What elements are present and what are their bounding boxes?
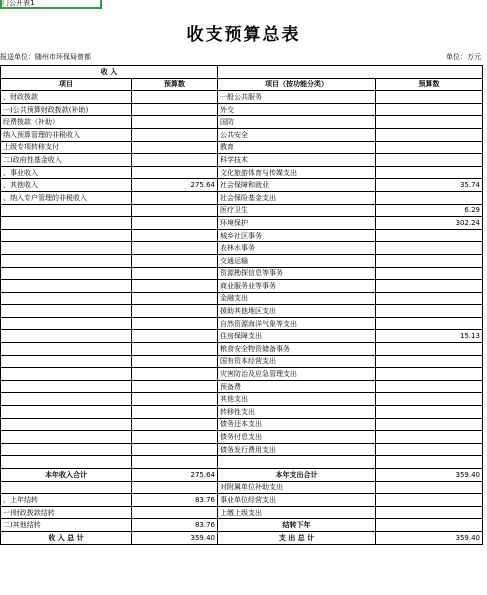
table-row bbox=[1, 166, 483, 179]
item-cell[interactable] bbox=[1, 229, 132, 242]
function-item-cell[interactable]: 金融支出 bbox=[218, 292, 376, 305]
table-row bbox=[1, 368, 483, 381]
amount-cell[interactable] bbox=[132, 368, 218, 381]
col-header-function-amount: 预算数 bbox=[376, 78, 483, 91]
function-item-cell[interactable]: 预备费 bbox=[218, 380, 376, 393]
col-header-amount: 预算数 bbox=[132, 78, 218, 91]
amount-cell[interactable] bbox=[132, 229, 218, 242]
function-item-cell[interactable]: 支 出 总 计 bbox=[218, 531, 376, 544]
item-cell[interactable]: 本年收入合计 bbox=[1, 469, 132, 482]
function-amount-cell[interactable] bbox=[376, 456, 483, 469]
item-cell[interactable] bbox=[1, 443, 132, 456]
amount-cell[interactable] bbox=[132, 267, 218, 280]
item-cell[interactable] bbox=[1, 418, 132, 431]
amount-cell[interactable] bbox=[132, 380, 218, 393]
table-row bbox=[1, 519, 483, 532]
item-cell[interactable] bbox=[1, 292, 132, 305]
function-item-cell[interactable]: 粮食安全物资储备事务 bbox=[218, 343, 376, 356]
amount-cell[interactable] bbox=[132, 91, 218, 104]
table-row bbox=[1, 531, 483, 544]
function-amount-cell[interactable] bbox=[376, 355, 483, 368]
item-cell[interactable] bbox=[1, 343, 132, 356]
amount-cell[interactable] bbox=[132, 418, 218, 431]
amount-cell[interactable] bbox=[132, 481, 218, 494]
item-cell[interactable]: 、上年结转 bbox=[1, 494, 132, 507]
item-cell[interactable]: 、其他收入 bbox=[1, 179, 132, 192]
function-item-cell[interactable]: 转移性支出 bbox=[218, 406, 376, 419]
function-amount-cell[interactable] bbox=[376, 406, 483, 419]
function-amount-cell[interactable] bbox=[376, 481, 483, 494]
item-cell[interactable] bbox=[1, 254, 132, 267]
table-row bbox=[1, 128, 483, 141]
table-row bbox=[1, 431, 483, 444]
table-row bbox=[1, 280, 483, 293]
item-cell[interactable] bbox=[1, 368, 132, 381]
table-row bbox=[1, 406, 483, 419]
function-item-cell[interactable]: 自然资源海洋气象等支出 bbox=[218, 317, 376, 330]
function-item-cell[interactable]: 债务付息支出 bbox=[218, 431, 376, 444]
function-amount-cell[interactable] bbox=[376, 431, 483, 444]
function-item-cell[interactable]: 住房保障支出 bbox=[218, 330, 376, 343]
function-amount-cell[interactable] bbox=[376, 128, 483, 141]
amount-cell[interactable] bbox=[132, 305, 218, 318]
function-item-cell[interactable]: 对附属单位补助支出 bbox=[218, 481, 376, 494]
function-item-cell[interactable]: 环境保护 bbox=[218, 217, 376, 230]
amount-cell[interactable] bbox=[132, 406, 218, 419]
function-amount-cell[interactable] bbox=[376, 380, 483, 393]
amount-cell[interactable]: 275.64 bbox=[132, 469, 218, 482]
table-row bbox=[1, 141, 483, 154]
function-amount-cell[interactable]: 35.74 bbox=[376, 179, 483, 192]
table-row bbox=[1, 494, 483, 507]
function-item-cell[interactable]: 国有资本经营支出 bbox=[218, 355, 376, 368]
function-item-cell[interactable]: 交通运输 bbox=[218, 254, 376, 267]
table-row bbox=[1, 317, 483, 330]
table-row bbox=[1, 103, 483, 116]
reporting-unit: 报送单位：随州市环保局曾都 bbox=[0, 53, 91, 61]
item-cell[interactable]: 经费拨款（补助） bbox=[1, 116, 132, 129]
function-amount-cell[interactable] bbox=[376, 254, 483, 267]
amount-cell[interactable] bbox=[132, 103, 218, 116]
amount-cell[interactable] bbox=[132, 443, 218, 456]
budget-table bbox=[0, 65, 483, 545]
table-row bbox=[1, 179, 483, 192]
item-cell[interactable] bbox=[1, 317, 132, 330]
function-amount-cell[interactable] bbox=[376, 166, 483, 179]
table-row bbox=[1, 242, 483, 255]
function-item-cell[interactable]: 文化旅游体育与传媒支出 bbox=[218, 166, 376, 179]
amount-cell[interactable]: 359.40 bbox=[132, 531, 218, 544]
function-amount-cell[interactable] bbox=[376, 519, 483, 532]
sheet-tab[interactable] bbox=[0, 0, 102, 9]
amount-cell[interactable] bbox=[132, 154, 218, 167]
table-row bbox=[1, 154, 483, 167]
table-row bbox=[1, 267, 483, 280]
function-item-cell[interactable]: 医疗卫生 bbox=[218, 204, 376, 217]
function-item-cell[interactable]: 国防 bbox=[218, 116, 376, 129]
function-item-cell[interactable]: 上缴上级支出 bbox=[218, 506, 376, 519]
function-amount-cell[interactable] bbox=[376, 267, 483, 280]
page-title: 收支预算总表 bbox=[186, 25, 301, 45]
table-row bbox=[1, 443, 483, 456]
amount-cell[interactable] bbox=[132, 280, 218, 293]
table-row bbox=[1, 355, 483, 368]
amount-cell[interactable] bbox=[132, 431, 218, 444]
item-cell[interactable] bbox=[1, 242, 132, 255]
function-item-cell[interactable]: 本年支出合计 bbox=[218, 469, 376, 482]
amount-cell[interactable] bbox=[132, 254, 218, 267]
amount-cell[interactable] bbox=[132, 204, 218, 217]
item-cell[interactable] bbox=[1, 204, 132, 217]
function-item-cell[interactable]: 农林水事务 bbox=[218, 242, 376, 255]
function-amount-cell[interactable] bbox=[376, 343, 483, 356]
function-item-cell[interactable]: 其他支出 bbox=[218, 393, 376, 406]
table-row bbox=[1, 330, 483, 343]
item-cell[interactable] bbox=[1, 280, 132, 293]
function-amount-cell[interactable] bbox=[376, 141, 483, 154]
expense-group-header bbox=[218, 66, 483, 79]
function-amount-cell[interactable] bbox=[376, 368, 483, 381]
function-item-cell[interactable]: 商业服务业等事务 bbox=[218, 280, 376, 293]
item-cell[interactable] bbox=[1, 267, 132, 280]
table-row bbox=[1, 469, 483, 482]
item-cell[interactable]: 、事业收入 bbox=[1, 166, 132, 179]
function-item-cell[interactable]: 城乡社区事务 bbox=[218, 229, 376, 242]
function-amount-cell[interactable] bbox=[376, 305, 483, 318]
function-item-cell[interactable]: 结转下年 bbox=[218, 519, 376, 532]
sheet-tab-label: 门公开表1 bbox=[2, 0, 35, 7]
function-item-cell[interactable]: 社会保险基金支出 bbox=[218, 191, 376, 204]
amount-cell[interactable]: 83.76 bbox=[132, 519, 218, 532]
function-amount-cell[interactable] bbox=[376, 494, 483, 507]
function-amount-cell[interactable]: 302.24 bbox=[376, 217, 483, 230]
item-cell[interactable]: 纳入预算管理的非税收入 bbox=[1, 128, 132, 141]
table-row bbox=[1, 116, 483, 129]
function-amount-cell[interactable] bbox=[376, 280, 483, 293]
function-item-cell[interactable]: 社会保障和就业 bbox=[218, 179, 376, 192]
amount-cell[interactable] bbox=[132, 506, 218, 519]
amount-cell[interactable] bbox=[132, 141, 218, 154]
table-row bbox=[1, 418, 483, 431]
amount-cell[interactable]: 83.76 bbox=[132, 494, 218, 507]
income-group-header: 收 入 bbox=[1, 66, 218, 79]
function-item-cell[interactable]: 资源勘探信息等事务 bbox=[218, 267, 376, 280]
function-item-cell[interactable]: 教育 bbox=[218, 141, 376, 154]
table-row bbox=[1, 204, 483, 217]
amount-cell[interactable] bbox=[132, 330, 218, 343]
table-row bbox=[1, 217, 483, 230]
item-cell[interactable] bbox=[1, 380, 132, 393]
amount-cell[interactable] bbox=[132, 456, 218, 469]
table-row bbox=[1, 380, 483, 393]
amount-cell[interactable] bbox=[132, 242, 218, 255]
function-item-cell[interactable] bbox=[218, 456, 376, 469]
function-amount-cell[interactable] bbox=[376, 292, 483, 305]
function-amount-cell[interactable] bbox=[376, 393, 483, 406]
amount-cell[interactable] bbox=[132, 317, 218, 330]
function-amount-cell[interactable] bbox=[376, 103, 483, 116]
function-amount-cell[interactable] bbox=[376, 191, 483, 204]
function-amount-cell[interactable]: 15.13 bbox=[376, 330, 483, 343]
item-cell[interactable] bbox=[1, 217, 132, 230]
item-cell[interactable] bbox=[1, 393, 132, 406]
function-amount-cell[interactable] bbox=[376, 229, 483, 242]
item-cell[interactable]: 收 入 总 计 bbox=[1, 531, 132, 544]
function-item-cell[interactable]: 事业单位经营支出 bbox=[218, 494, 376, 507]
table-row bbox=[1, 254, 483, 267]
currency-unit: 单位：万元 bbox=[446, 53, 481, 61]
amount-cell[interactable] bbox=[132, 393, 218, 406]
amount-cell[interactable] bbox=[132, 116, 218, 129]
item-cell[interactable]: 二)政府性基金收入 bbox=[1, 154, 132, 167]
table-row bbox=[1, 305, 483, 318]
table-row bbox=[1, 229, 483, 242]
group-header-row bbox=[1, 66, 483, 79]
function-item-cell[interactable]: 一般公共服务 bbox=[218, 91, 376, 104]
function-item-cell[interactable]: 科学技术 bbox=[218, 154, 376, 167]
table-row bbox=[1, 191, 483, 204]
table-row bbox=[1, 481, 483, 494]
function-amount-cell[interactable]: 359.40 bbox=[376, 531, 483, 544]
item-cell[interactable]: 、财政拨款 bbox=[1, 91, 132, 104]
item-cell[interactable]: 、纳入专户管理的非税收入 bbox=[1, 191, 132, 204]
function-amount-cell[interactable] bbox=[376, 242, 483, 255]
function-amount-cell[interactable]: 6.29 bbox=[376, 204, 483, 217]
table-row bbox=[1, 456, 483, 469]
function-item-cell[interactable]: 债务发行费用支出 bbox=[218, 443, 376, 456]
column-header-row bbox=[1, 78, 483, 91]
function-item-cell[interactable]: 公共安全 bbox=[218, 128, 376, 141]
function-item-cell[interactable]: 灾害防治及应急管理支出 bbox=[218, 368, 376, 381]
item-cell[interactable]: 一)公共预算财政拨款(补助) bbox=[1, 103, 132, 116]
function-amount-cell[interactable]: 359.40 bbox=[376, 469, 483, 482]
item-cell[interactable]: 上级专项转移支付 bbox=[1, 141, 132, 154]
col-header-item: 项目 bbox=[1, 78, 132, 91]
function-amount-cell[interactable] bbox=[376, 91, 483, 104]
amount-cell[interactable] bbox=[132, 191, 218, 204]
function-amount-cell[interactable] bbox=[376, 116, 483, 129]
amount-cell[interactable] bbox=[132, 128, 218, 141]
item-cell[interactable] bbox=[1, 431, 132, 444]
table-row bbox=[1, 343, 483, 356]
function-item-cell[interactable]: 援助其他地区支出 bbox=[218, 305, 376, 318]
item-cell[interactable]: 二)其他结转 bbox=[1, 519, 132, 532]
amount-cell[interactable] bbox=[132, 217, 218, 230]
function-item-cell[interactable]: 外交 bbox=[218, 103, 376, 116]
item-cell[interactable] bbox=[1, 305, 132, 318]
item-cell[interactable] bbox=[1, 355, 132, 368]
function-amount-cell[interactable] bbox=[376, 506, 483, 519]
function-amount-cell[interactable] bbox=[376, 317, 483, 330]
table-row bbox=[1, 393, 483, 406]
table-row bbox=[1, 91, 483, 104]
item-cell[interactable] bbox=[1, 481, 132, 494]
amount-cell[interactable]: 275.64 bbox=[132, 179, 218, 192]
item-cell[interactable] bbox=[1, 406, 132, 419]
item-cell[interactable]: 一)财政拨款结转 bbox=[1, 506, 132, 519]
amount-cell[interactable] bbox=[132, 355, 218, 368]
item-cell[interactable] bbox=[1, 330, 132, 343]
amount-cell[interactable] bbox=[132, 292, 218, 305]
function-amount-cell[interactable] bbox=[376, 154, 483, 167]
amount-cell[interactable] bbox=[132, 343, 218, 356]
function-amount-cell[interactable] bbox=[376, 418, 483, 431]
table-row bbox=[1, 292, 483, 305]
item-cell[interactable] bbox=[1, 456, 132, 469]
col-header-function-item: 项目（按功能分类） bbox=[218, 78, 376, 91]
table-row bbox=[1, 506, 483, 519]
amount-cell[interactable] bbox=[132, 166, 218, 179]
function-amount-cell[interactable] bbox=[376, 443, 483, 456]
function-item-cell[interactable]: 债务还本支出 bbox=[218, 418, 376, 431]
